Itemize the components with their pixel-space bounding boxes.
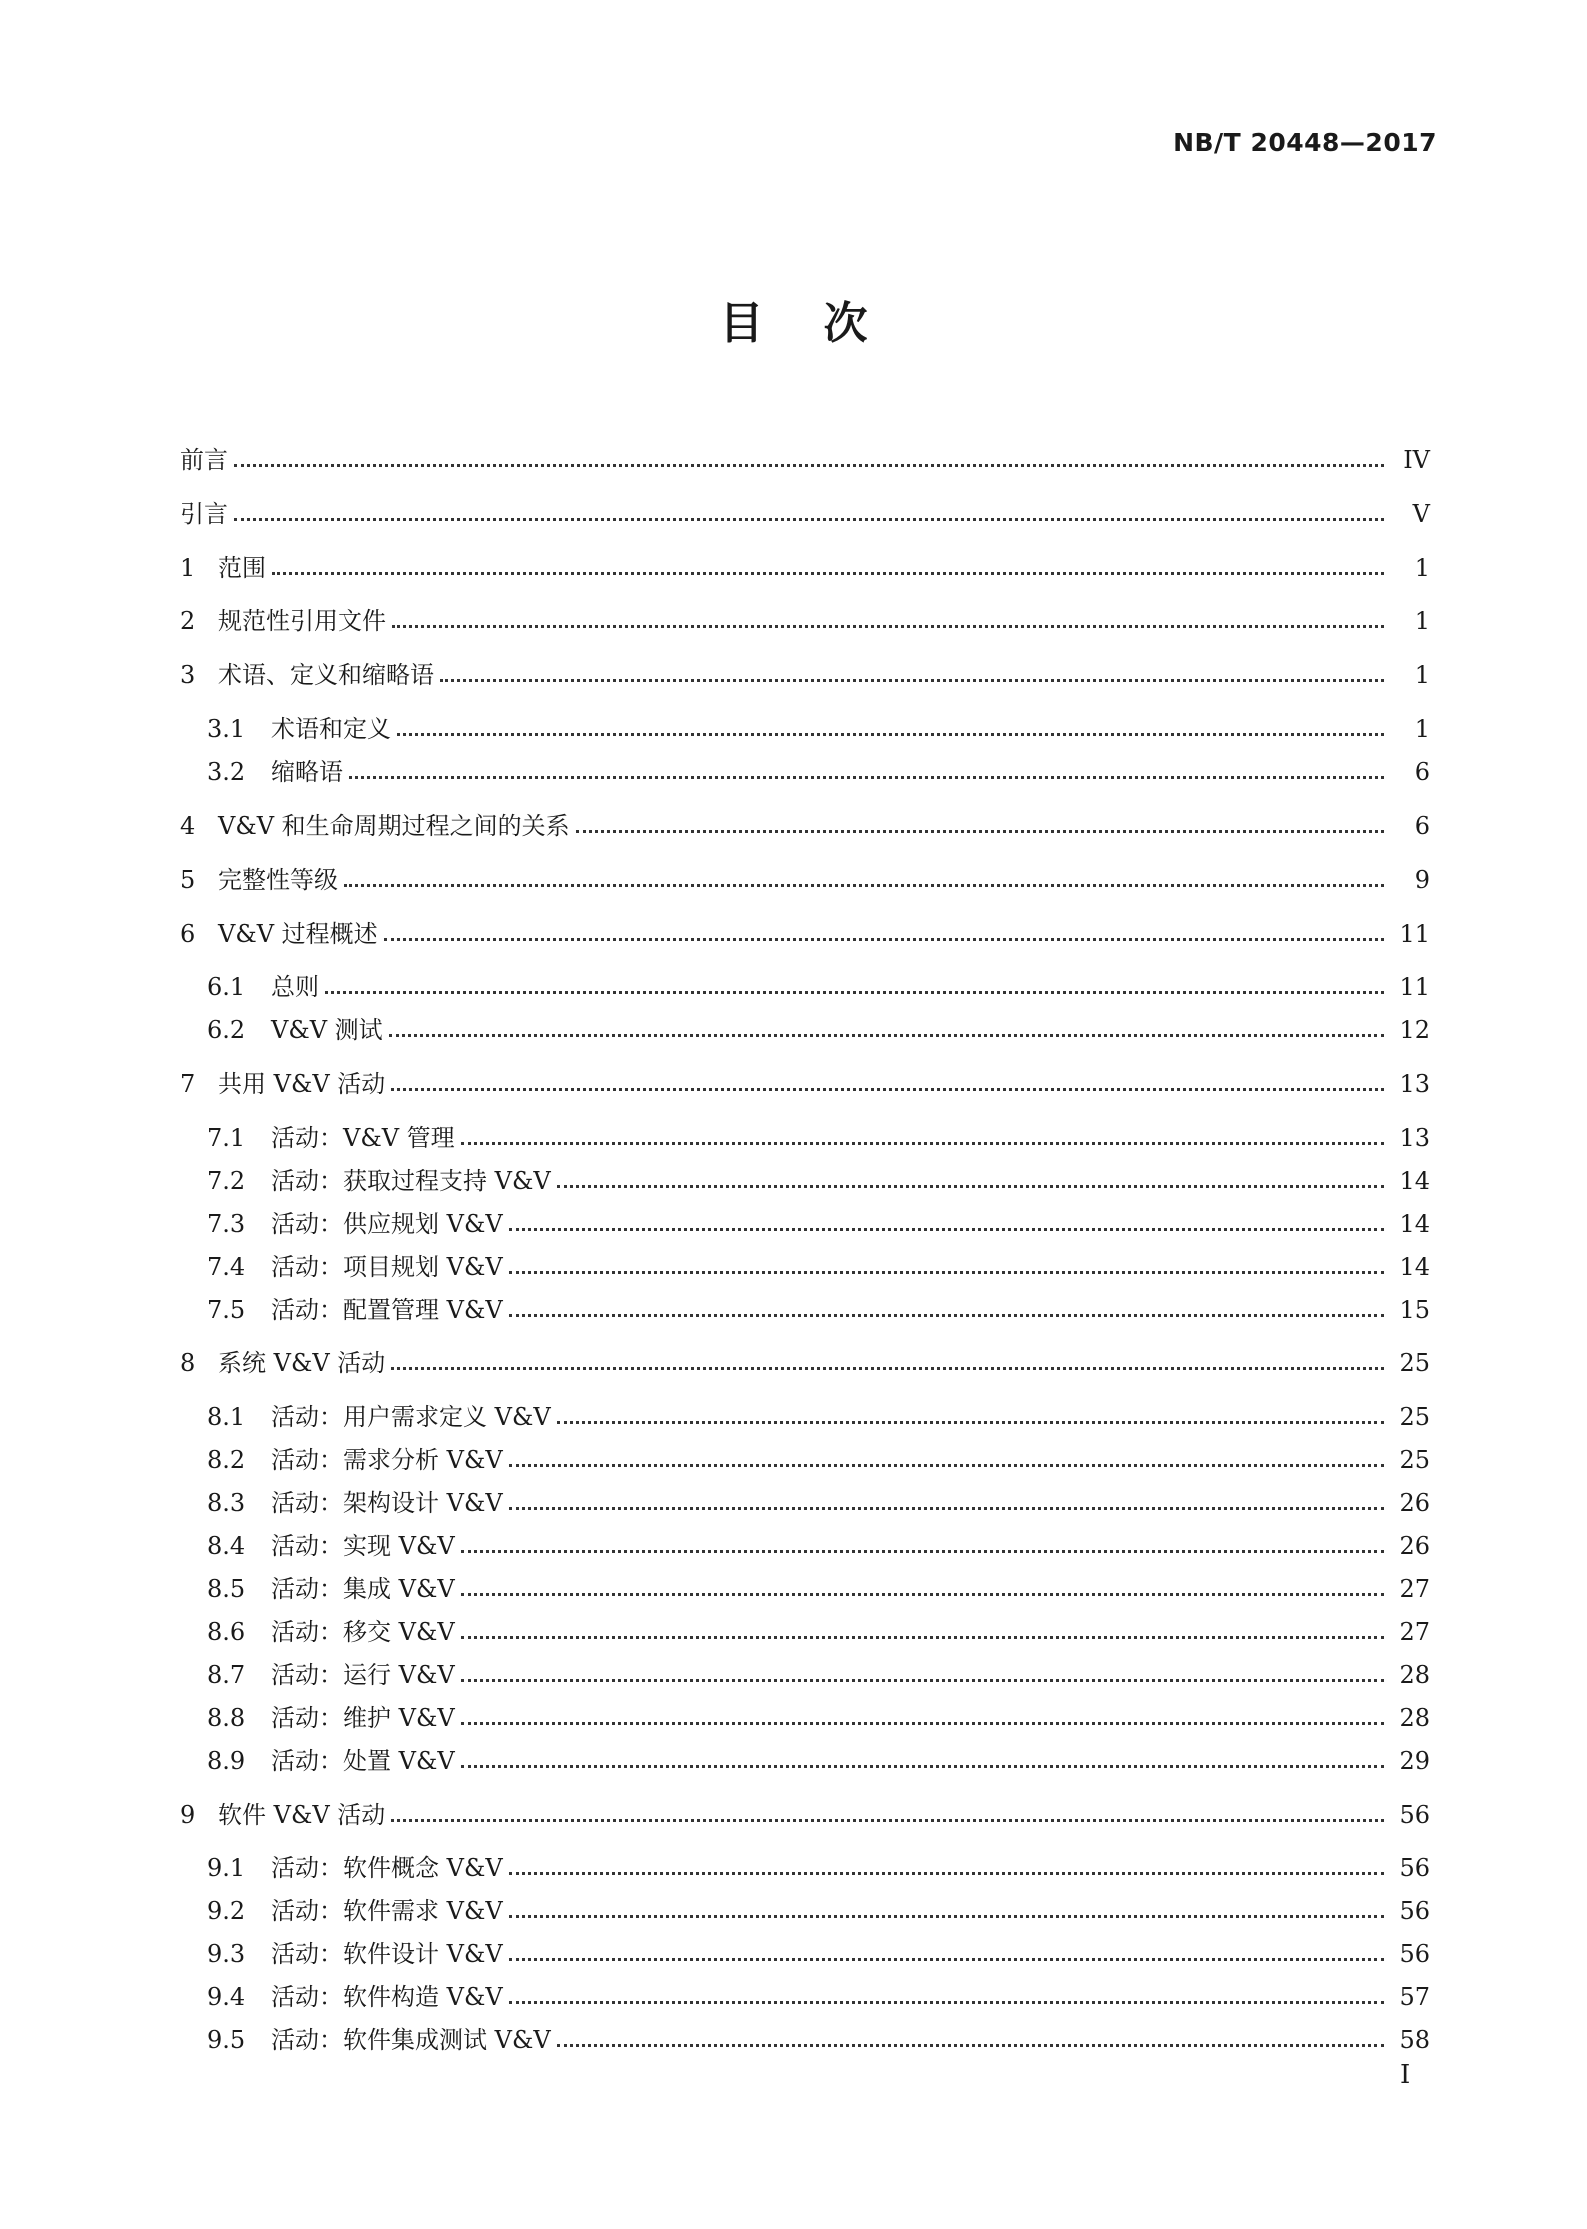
toc-entry-number: 6 (180, 920, 196, 948)
toc-dot-leader (509, 1871, 1384, 1875)
toc-entry[interactable] (207, 1972, 1430, 2012)
toc-entry-label: 活动：维护 V&V (271, 1704, 455, 1732)
toc-entry[interactable] (207, 1843, 1430, 1883)
toc-dot-leader (509, 1506, 1384, 1510)
toc-entry-label: 活动：项目规划 V&V (271, 1253, 503, 1281)
toc-entry[interactable] (207, 1285, 1430, 1325)
toc-entry[interactable] (207, 1929, 1430, 1969)
toc-entry-page: 28 (1399, 1704, 1430, 1732)
toc-entry[interactable] (207, 1693, 1430, 1733)
toc-entry-page: 9 (1414, 866, 1430, 894)
toc-entry[interactable] (207, 1736, 1430, 1776)
toc-dot-leader (389, 1033, 1384, 1037)
toc-entry-page: 11 (1399, 973, 1430, 1001)
toc-entry-page: 27 (1399, 1618, 1430, 1646)
toc-dot-leader (325, 990, 1384, 994)
toc-dot-leader (461, 1141, 1384, 1145)
toc-entry[interactable] (180, 543, 1430, 583)
page-number: I (1400, 2060, 1411, 2090)
toc-entry-page: 27 (1399, 1575, 1430, 1603)
toc-entry-label: 活动：处置 V&V (271, 1747, 455, 1775)
toc-entry-page: 57 (1399, 1983, 1430, 2011)
toc-entry-label: 活动：V&V 管理 (271, 1124, 455, 1152)
toc-entry[interactable] (207, 1156, 1430, 1196)
toc-entry-label: 引言 (180, 500, 228, 528)
toc-entry-label: 术语、定义和缩略语 (218, 661, 434, 689)
toc-entry-page: 14 (1399, 1167, 1430, 1195)
toc-entry-number: 8.1 (207, 1403, 246, 1431)
toc-entry-label: 活动：软件需求 V&V (271, 1897, 503, 1925)
toc-entry-label: 缩略语 (271, 758, 343, 786)
toc-entry-label: 活动：用户需求定义 V&V (271, 1403, 551, 1431)
toc-dot-leader (461, 1549, 1384, 1553)
toc-dot-leader (349, 775, 1384, 779)
toc-dot-leader (576, 829, 1384, 833)
toc-dot-leader (391, 1818, 1384, 1822)
toc-entry-number: 8.5 (207, 1575, 246, 1603)
toc-entry[interactable] (207, 747, 1430, 787)
toc-entry-number: 3.2 (207, 758, 246, 786)
toc-entry-label: 系统 V&V 活动 (218, 1349, 386, 1377)
toc-entry-page: 25 (1399, 1403, 1430, 1431)
toc-entry-page: 1 (1414, 661, 1430, 689)
toc-dot-leader (461, 1592, 1384, 1596)
toc-entry-label: 活动：软件概念 V&V (271, 1854, 503, 1882)
toc-entry[interactable] (180, 596, 1430, 636)
toc-entry-page: 14 (1399, 1253, 1430, 1281)
toc-entry-number: 8.4 (207, 1532, 246, 1560)
toc-entry-number: 7 (180, 1070, 196, 1098)
toc-entry[interactable] (180, 1338, 1430, 1378)
toc-dot-leader (509, 1227, 1384, 1231)
toc-dot-leader (557, 1184, 1384, 1188)
toc-entry-label: 活动：获取过程支持 V&V (271, 1167, 551, 1195)
toc-dot-leader (509, 1914, 1384, 1918)
toc-dot-leader (509, 2000, 1384, 2004)
toc-entry-page: V (1412, 500, 1430, 528)
toc-entry-number: 9.4 (207, 1983, 246, 2011)
toc-entry[interactable] (180, 435, 1430, 475)
toc-dot-leader (391, 1087, 1384, 1091)
toc-entry-page: 11 (1399, 920, 1430, 948)
toc-dot-leader (509, 1270, 1384, 1274)
toc-entry-label: 活动：实现 V&V (271, 1532, 455, 1560)
toc-entry-page: 6 (1414, 812, 1430, 840)
toc-entry-label: 前言 (180, 446, 228, 474)
toc-dot-leader (461, 1678, 1384, 1682)
toc-dot-leader (384, 937, 1384, 941)
toc-dot-leader (344, 883, 1384, 887)
toc-dot-leader (234, 463, 1384, 467)
toc-entry-label: 规范性引用文件 (218, 607, 386, 635)
toc-entry-page: 56 (1399, 1897, 1430, 1925)
toc-entry-number: 8.7 (207, 1661, 246, 1689)
toc-entry[interactable] (207, 1650, 1430, 1690)
toc-entry-label: 活动：需求分析 V&V (271, 1446, 503, 1474)
toc-dot-leader (234, 517, 1384, 521)
toc-entry[interactable] (180, 489, 1430, 529)
toc-entry-label: V&V 过程概述 (218, 920, 378, 948)
toc-entry-number: 2 (180, 607, 196, 635)
toc-entry-number: 4 (180, 812, 196, 840)
toc-entry[interactable] (207, 1113, 1430, 1153)
toc-dot-leader (440, 678, 1384, 682)
toc-entry-label: 活动：软件设计 V&V (271, 1940, 503, 1968)
toc-dot-leader (461, 1764, 1384, 1768)
toc-entry-page: 6 (1414, 758, 1430, 786)
toc-entry-number: 8.9 (207, 1747, 246, 1775)
toc-entry-page: 14 (1399, 1210, 1430, 1238)
toc-entry-number: 9.3 (207, 1940, 246, 1968)
toc-entry-number: 3 (180, 661, 196, 689)
toc-entry-number: 6.1 (207, 973, 246, 1001)
toc-entry-label: 活动：软件集成测试 V&V (271, 2026, 551, 2054)
toc-entry-number: 7.1 (207, 1124, 246, 1152)
toc-dot-leader (557, 2043, 1384, 2047)
toc-entry[interactable] (207, 1521, 1430, 1561)
toc-title (0, 287, 1587, 351)
toc-entry-label: 软件 V&V 活动 (218, 1801, 386, 1829)
toc-entry-label: V&V 和生命周期过程之间的关系 (218, 812, 570, 840)
toc-entry-number: 8.8 (207, 1704, 246, 1732)
toc-entry[interactable] (207, 962, 1430, 1002)
toc-entry-number: 7.2 (207, 1167, 246, 1195)
toc-entry-label: 活动：架构设计 V&V (271, 1489, 503, 1517)
toc-entry-page: 12 (1399, 1016, 1430, 1044)
toc-entry-page: 56 (1399, 1854, 1430, 1882)
toc-entry-page: 26 (1399, 1489, 1430, 1517)
toc-entry[interactable] (207, 704, 1430, 744)
toc-entry-label: 活动：供应规划 V&V (271, 1210, 503, 1238)
toc-entry-label: V&V 测试 (271, 1016, 383, 1044)
toc-entry-page: 58 (1399, 2026, 1430, 2054)
document-code: NB/T 20448—2017 (1173, 128, 1437, 157)
toc-entry[interactable] (180, 650, 1430, 690)
toc-entry[interactable] (180, 1059, 1430, 1099)
toc-entry[interactable] (207, 1392, 1430, 1432)
toc-entry[interactable] (180, 1790, 1430, 1830)
toc-entry-page: 15 (1399, 1296, 1430, 1324)
toc-entry-page: 25 (1399, 1349, 1430, 1377)
toc-entry-label: 活动：软件构造 V&V (271, 1983, 503, 2011)
toc-dot-leader (509, 1957, 1384, 1961)
toc-entry-number: 9.5 (207, 2026, 246, 2054)
toc-entry[interactable] (207, 1478, 1430, 1518)
toc-entry-label: 完整性等级 (218, 866, 338, 894)
toc-entry[interactable] (207, 1886, 1430, 1926)
toc-entry[interactable] (207, 1564, 1430, 1604)
toc-entry-number: 8.6 (207, 1618, 246, 1646)
toc-entry-number: 9.1 (207, 1854, 246, 1882)
toc-entry[interactable] (180, 855, 1430, 895)
toc-entry-number: 1 (180, 554, 196, 582)
toc-entry-label: 范围 (218, 554, 266, 582)
toc-entry-number: 5 (180, 866, 196, 894)
toc-entry[interactable] (207, 1005, 1430, 1045)
toc-entry-number: 9 (180, 1801, 196, 1829)
toc-entry-number: 8.2 (207, 1446, 246, 1474)
toc-entry-label: 活动：集成 V&V (271, 1575, 455, 1603)
toc-entry[interactable] (180, 909, 1430, 949)
toc-entry-number: 8 (180, 1349, 196, 1377)
toc-entry-label: 共用 V&V 活动 (218, 1070, 386, 1098)
toc-entry-page: 1 (1414, 607, 1430, 635)
toc-entry-number: 8.3 (207, 1489, 246, 1517)
toc-entry-page: 26 (1399, 1532, 1430, 1560)
toc-entry-number: 6.2 (207, 1016, 246, 1044)
toc-entry[interactable] (207, 1199, 1430, 1239)
toc-entry-number: 3.1 (207, 715, 246, 743)
toc-entry-label: 术语和定义 (271, 715, 391, 743)
toc-entry[interactable] (207, 1607, 1430, 1647)
toc-entry[interactable] (207, 1242, 1430, 1282)
toc-entry[interactable] (207, 1435, 1430, 1475)
toc-dot-leader (461, 1721, 1384, 1725)
toc-entry-label: 活动：移交 V&V (271, 1618, 455, 1646)
toc-title-char-2: 次 (823, 298, 868, 349)
toc-dot-leader (392, 624, 1384, 628)
toc-entry-label: 活动：运行 V&V (271, 1661, 455, 1689)
toc-dot-leader (461, 1635, 1384, 1639)
toc-dot-leader (397, 732, 1384, 736)
toc-entry-number: 7.4 (207, 1253, 246, 1281)
toc-entry-page: IV (1403, 446, 1430, 474)
toc-entry-page: 25 (1399, 1446, 1430, 1474)
toc-title-char-1: 目 (719, 298, 764, 349)
toc-dot-leader (509, 1313, 1384, 1317)
toc-entry[interactable] (207, 2015, 1430, 2055)
toc-dot-leader (391, 1366, 1384, 1370)
toc-entry-page: 1 (1414, 715, 1430, 743)
toc-entry-label: 活动：配置管理 V&V (271, 1296, 503, 1324)
toc-entry-page: 1 (1414, 554, 1430, 582)
toc-entry-label: 总则 (271, 973, 319, 1001)
toc-entry-page: 56 (1399, 1940, 1430, 1968)
toc-entry-page: 28 (1399, 1661, 1430, 1689)
toc-entry-page: 13 (1399, 1070, 1430, 1098)
toc-entry-page: 13 (1399, 1124, 1430, 1152)
toc-entry-number: 9.2 (207, 1897, 246, 1925)
toc-dot-leader (509, 1463, 1384, 1467)
toc-entry-page: 56 (1399, 1801, 1430, 1829)
toc-dot-leader (557, 1420, 1384, 1424)
toc-entry[interactable] (180, 801, 1430, 841)
toc-entry-page: 29 (1399, 1747, 1430, 1775)
toc-dot-leader (272, 571, 1384, 575)
toc-entry-number: 7.3 (207, 1210, 246, 1238)
toc-entry-number: 7.5 (207, 1296, 246, 1324)
